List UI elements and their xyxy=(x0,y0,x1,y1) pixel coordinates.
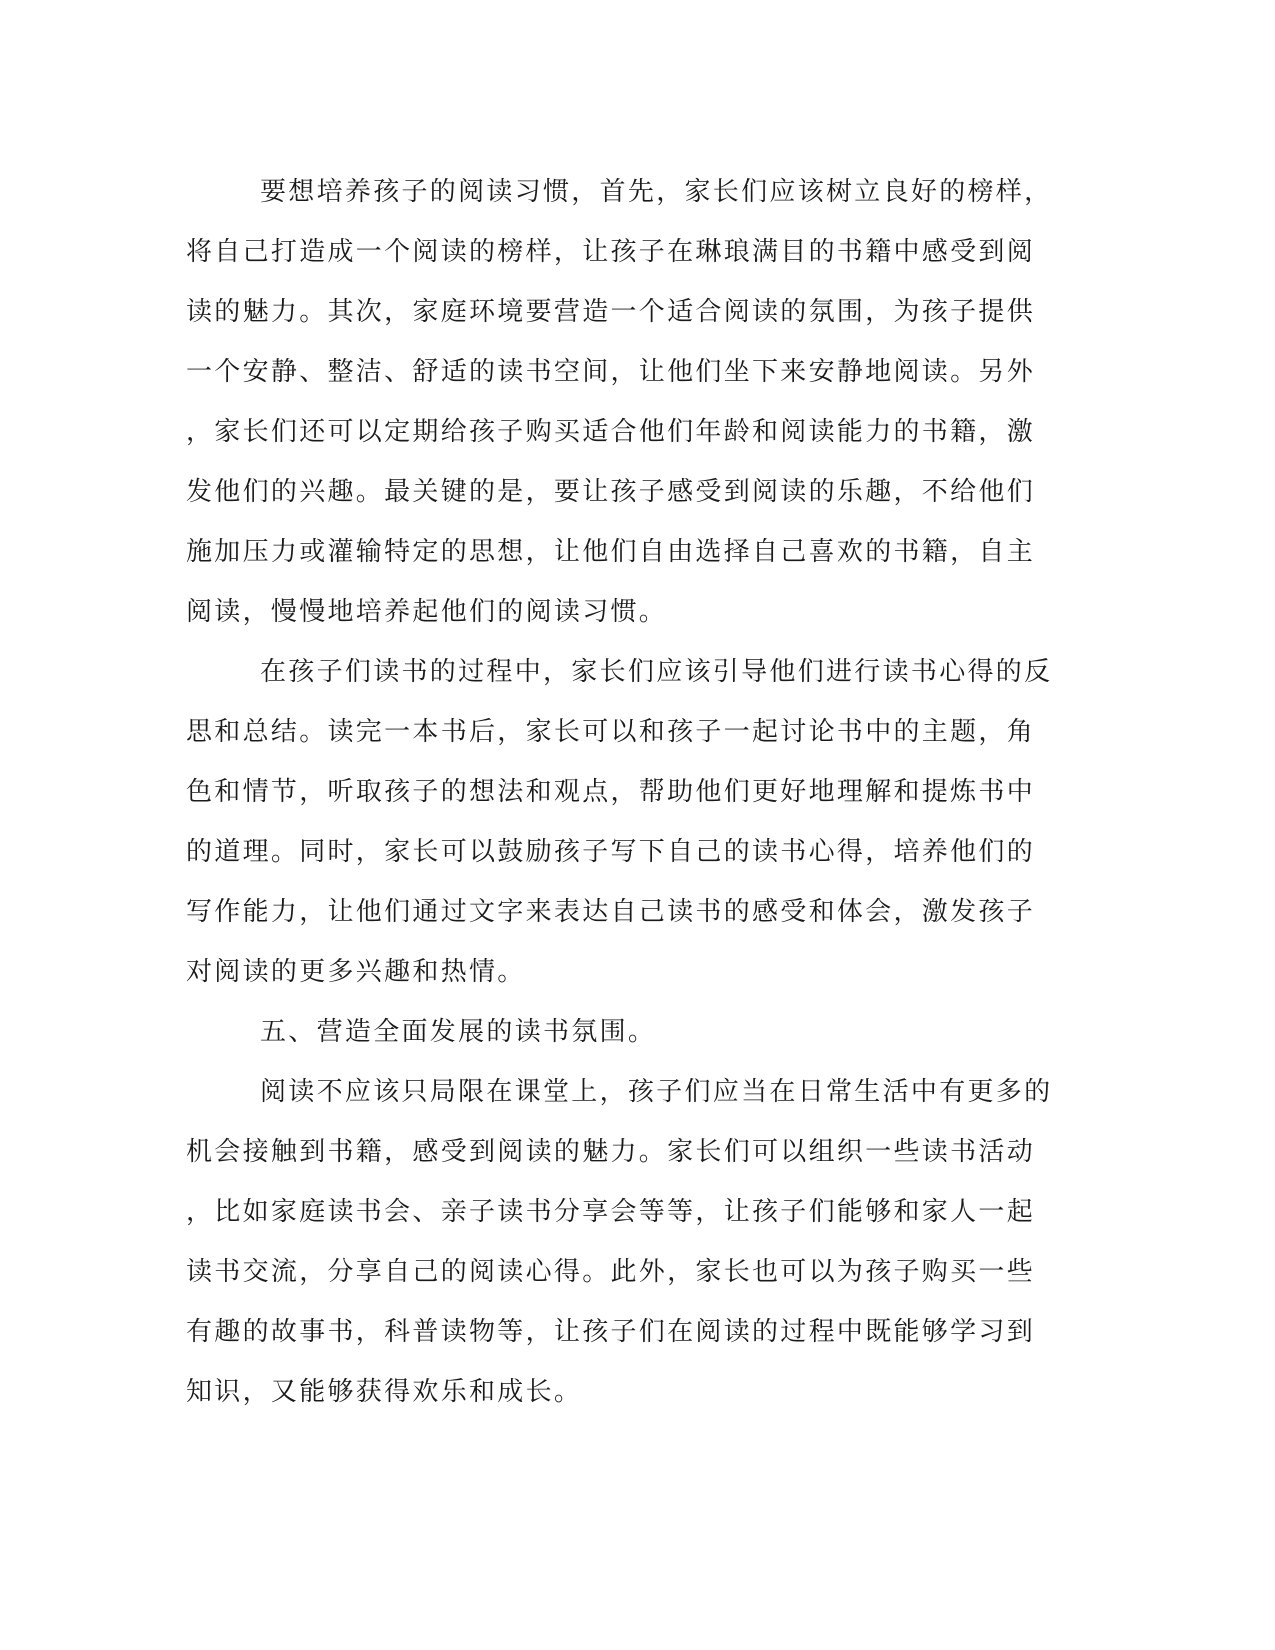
text-line: 思和总结。读完一本书后，家长可以和孩子一起讨论书中的主题，角 xyxy=(186,717,1036,747)
text-line: 读书交流，分享自己的阅读心得。此外，家长也可以为孩子购买一些 xyxy=(186,1257,1036,1287)
text-line: 在孩子们读书的过程中，家长们应该引导他们进行读书心得的反 xyxy=(260,657,1053,687)
section-heading: 五、营造全面发展的读书氛围。 xyxy=(260,1017,657,1047)
text-line: 要想培养孩子的阅读习惯，首先，家长们应该树立良好的榜样， xyxy=(260,177,1053,207)
text-line: 对阅读的更多兴趣和热情。 xyxy=(186,957,526,987)
text-line: 机会接触到书籍，感受到阅读的魅力。家长们可以组织一些读书活动 xyxy=(186,1137,1036,1167)
text-line: 一个安静、整洁、舒适的读书空间，让他们坐下来安静地阅读。另外 xyxy=(186,357,1036,387)
text-line: 写作能力，让他们通过文字来表达自己读书的感受和体会，激发孩子 xyxy=(186,897,1036,927)
body-text xyxy=(186,162,1066,1422)
text-line: 读的魅力。其次，家庭环境要营造一个适合阅读的氛围，为孩子提供 xyxy=(186,297,1036,327)
text-line: 的道理。同时，家长可以鼓励孩子写下自己的读书心得，培养他们的 xyxy=(186,837,1036,867)
text-line: 将自己打造成一个阅读的榜样，让孩子在琳琅满目的书籍中感受到阅 xyxy=(186,237,1036,267)
text-line: 发他们的兴趣。最关键的是，要让孩子感受到阅读的乐趣，不给他们 xyxy=(186,477,1036,507)
text-line: 有趣的故事书，科普读物等，让孩子们在阅读的过程中既能够学习到 xyxy=(186,1317,1036,1347)
text-line: 知识，又能够获得欢乐和成长。 xyxy=(186,1377,583,1407)
text-line: 阅读不应该只局限在课堂上，孩子们应当在日常生活中有更多的 xyxy=(260,1077,1053,1107)
text-line: 阅读，慢慢地培养起他们的阅读习惯。 xyxy=(186,597,668,627)
text-line: 施加压力或灌输特定的思想，让他们自由选择自己喜欢的书籍，自主 xyxy=(186,537,1036,567)
text-line: 色和情节，听取孩子的想法和观点，帮助他们更好地理解和提炼书中 xyxy=(186,777,1036,807)
text-line: ，比如家庭读书会、亲子读书分享会等等，让孩子们能够和家人一起 xyxy=(186,1197,1036,1227)
text-line: ，家长们还可以定期给孩子购买适合他们年龄和阅读能力的书籍，激 xyxy=(186,417,1036,447)
